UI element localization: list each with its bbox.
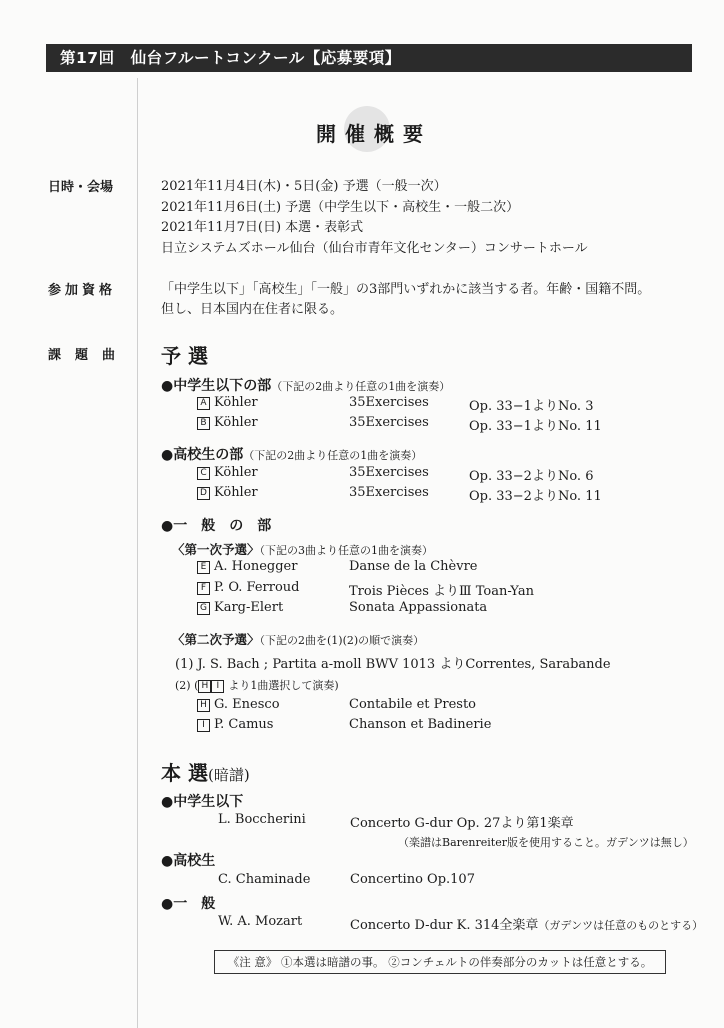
general-second-title: 〈第二次予選〉	[172, 632, 260, 647]
prelim-junior-note: （下記の2曲より任意の1曲を演奏）	[271, 380, 451, 393]
composer: Köhler	[214, 465, 258, 480]
work: Danse de la Chèvre	[349, 559, 478, 574]
piece-letter-box: H	[198, 680, 211, 693]
piece-letter-box: E	[197, 561, 210, 574]
item2-prefix: (2) (	[175, 679, 199, 692]
prelim-junior-heading	[161, 375, 450, 395]
piece-letter-box: I	[197, 719, 210, 732]
page-header: 第17回 仙台フルートコンクール【応募要項】	[46, 44, 692, 72]
composer: G. Enesco	[214, 697, 280, 712]
composer: A. Honegger	[214, 559, 298, 574]
opus: Op. 33−2よりNo. 6	[469, 469, 594, 484]
work: Contabile et Presto	[349, 697, 477, 712]
notice-box: 《注 意》 ①本選は暗譜の事。 ②コンチェルトの伴奏部分のカットは任意とする。	[214, 950, 666, 974]
general-first-note: （下記の3曲より任意の1曲を演奏）	[259, 544, 434, 557]
final-heading	[161, 757, 250, 786]
final-junior-composer: L. Boccherini	[218, 812, 306, 827]
final-general-heading: ●一 般	[161, 896, 216, 912]
prelim-general-heading: ●一 般 の 部	[161, 518, 272, 534]
final-subtitle: (暗譜)	[207, 766, 250, 784]
composer: P. O. Ferroud	[214, 580, 300, 595]
composer: P. Camus	[214, 717, 274, 732]
work: 35Exercises	[349, 465, 429, 480]
schedule-venue: 日立システムズホール仙台（仙台市青年文化センター）コンサートホール	[161, 241, 588, 256]
piece-letter-box: A	[197, 397, 210, 410]
piece-letter-box: H	[197, 699, 210, 712]
final-general-work	[350, 914, 703, 933]
composer: Karg-Elert	[214, 600, 284, 615]
general-second-heading	[172, 630, 424, 648]
eligibility-line-1: 「中学生以下」「高校生」「一般」の3部門いずれかに該当する者。年齢・国籍不問。	[161, 282, 651, 297]
work: 35Exercises	[349, 485, 429, 500]
eligibility-line-2: 但し、日本国内在住者に限る。	[161, 302, 344, 317]
final-general-note: （ガデンツは任意のものとする）	[538, 919, 704, 932]
item2-suffix: より1曲選択して演奏)	[228, 679, 339, 692]
final-high-work: Concertino Op.107	[350, 872, 475, 887]
prelim-heading: 予 選	[161, 344, 208, 368]
prelim-high-title: ●高校生の部	[161, 447, 244, 463]
opus: Op. 33−1よりNo. 3	[469, 399, 594, 414]
work: Chanson et Badinerie	[349, 717, 492, 732]
page-title: 開催概要	[316, 122, 432, 146]
general-second-item-1: (1) J. S. Bach ; Partita a-moll BWV 1013 よりCorrentes, Sarabande	[175, 657, 611, 672]
final-general-work-title: Concerto D-dur K. 314全楽章	[350, 918, 539, 933]
column-divider	[137, 78, 138, 1028]
piece-letter-box: B	[197, 417, 210, 430]
schedule-label: 日時・会場	[48, 180, 114, 195]
prelim-high-heading	[161, 444, 422, 464]
prelim-junior-title: ●中学生以下の部	[161, 378, 272, 394]
general-first-heading	[172, 540, 433, 558]
work: 35Exercises	[349, 395, 429, 410]
schedule-line-3: 2021年11月7日(日) 本選・表彰式	[161, 220, 364, 235]
final-junior-heading: ●中学生以下	[161, 794, 244, 810]
final-junior-work: Concerto G-dur Op. 27より第1楽章	[350, 816, 574, 831]
opus: Op. 33−1よりNo. 11	[469, 419, 602, 434]
piece-letter-box: I	[211, 680, 224, 693]
final-junior-note: （楽譜はBarenreiter版を使用すること。ガデンツは無し）	[398, 836, 694, 849]
piece-letter-box: F	[197, 582, 210, 595]
general-second-item-2	[175, 677, 339, 693]
prelim-high-note: （下記の2曲より任意の1曲を演奏）	[243, 449, 423, 462]
schedule-line-1: 2021年11月4日(木)・5日(金) 予選（一般一次）	[161, 179, 447, 194]
work: Trois Pièces よりⅢ Toan-Yan	[349, 584, 534, 599]
composer: Köhler	[214, 395, 258, 410]
schedule-line-2: 2021年11月6日(土) 予選（中学生以下・高校生・一般二次）	[161, 200, 520, 215]
piece-letter-box: C	[197, 467, 210, 480]
eligibility-label: 参加資格	[48, 283, 117, 298]
composer: Köhler	[214, 415, 258, 430]
general-second-note: （下記の2曲を(1)(2)の順で演奏）	[259, 634, 425, 647]
pieces-label: 課題曲	[48, 348, 130, 363]
final-title: 本 選	[161, 761, 208, 785]
piece-letter-box: G	[197, 602, 210, 615]
composer: Köhler	[214, 485, 258, 500]
general-first-title: 〈第一次予選〉	[172, 542, 260, 557]
piece-letter-box: D	[197, 487, 210, 500]
opus: Op. 33−2よりNo. 11	[469, 489, 602, 504]
final-general-composer: W. A. Mozart	[218, 914, 303, 929]
work: 35Exercises	[349, 415, 429, 430]
final-high-heading: ●高校生	[161, 853, 216, 869]
final-high-composer: C. Chaminade	[218, 872, 311, 887]
work: Sonata Appassionata	[349, 600, 488, 615]
